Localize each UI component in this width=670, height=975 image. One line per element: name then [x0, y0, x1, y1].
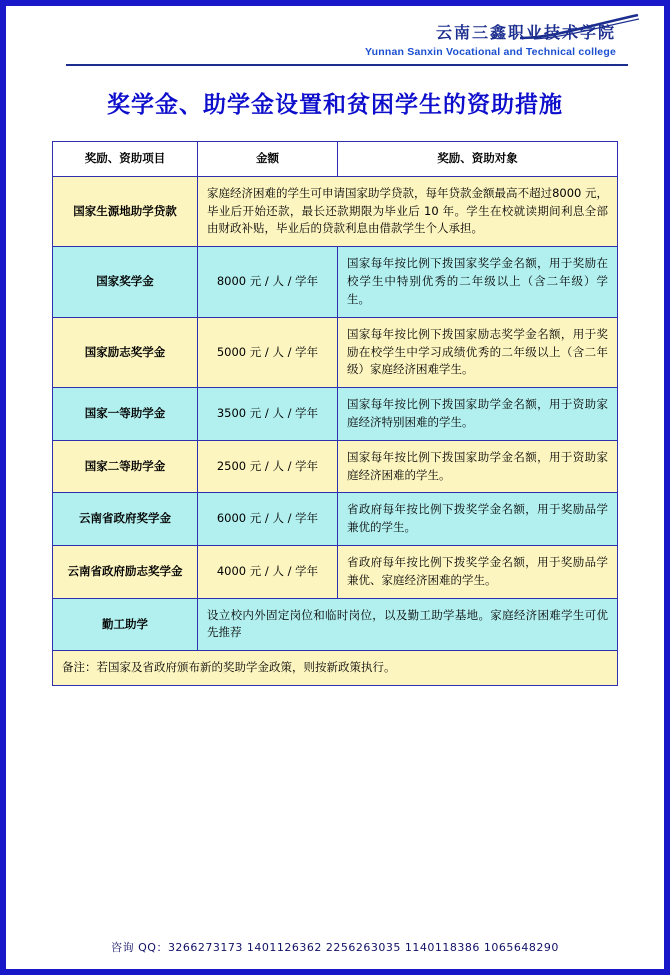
row-amount: 8000 元 / 人 / 学年	[198, 247, 338, 317]
row-desc: 国家每年按比例下拨国家助学金名额，用于资助家庭经济困难的学生。	[338, 440, 618, 493]
table-row	[53, 546, 618, 599]
row-name: 勤工助学	[53, 598, 198, 651]
school-name-cn: 云南三鑫职业技术学院	[435, 23, 616, 42]
row-amount: 5000 元 / 人 / 学年	[198, 317, 338, 387]
table-row	[53, 493, 618, 546]
row-name: 云南省政府奖学金	[53, 493, 198, 546]
row-amount: 2500 元 / 人 / 学年	[198, 440, 338, 493]
row-amount: 4000 元 / 人 / 学年	[198, 546, 338, 599]
table-row	[53, 598, 618, 651]
column-header-amount: 金额	[198, 142, 338, 177]
row-desc: 省政府每年按比例下拨奖学金名额，用于奖励品学兼优的学生。	[338, 493, 618, 546]
table-row	[53, 388, 618, 441]
scholarship-table-wrapper	[52, 141, 618, 686]
column-header-item: 奖励、资助项目	[53, 142, 198, 177]
row-desc: 国家每年按比例下拨国家励志奖学金名额，用于奖励在校学生中学习成绩优秀的二年级以上（含二年级）家庭经济困难学生。	[338, 317, 618, 387]
table-note-row	[53, 651, 618, 686]
row-name: 国家奖学金	[53, 247, 198, 317]
page-inner	[6, 6, 664, 969]
row-amount: 3500 元 / 人 / 学年	[198, 388, 338, 441]
table-row	[53, 440, 618, 493]
row-name: 云南省政府励志奖学金	[53, 546, 198, 599]
table-row	[53, 176, 618, 246]
row-name: 国家一等助学金	[53, 388, 198, 441]
table-body	[53, 142, 618, 686]
table-note: 备注：若国家及省政府颁布新的奖助学金政策，则按新政策执行。	[53, 651, 618, 686]
row-name: 国家励志奖学金	[53, 317, 198, 387]
row-desc: 设立校内外固定岗位和临时岗位，以及勤工助学基地。家庭经济困难学生可优先推荐	[198, 598, 618, 651]
row-name: 国家二等助学金	[53, 440, 198, 493]
row-desc: 省政府每年按比例下拨奖学金名额，用于奖励品学兼优、家庭经济困难的学生。	[338, 546, 618, 599]
row-desc: 国家每年按比例下拨国家奖学金名额，用于奖励在校学生中特别优秀的二年级以上（含二年级）学生。	[338, 247, 618, 317]
row-desc: 家庭经济困难的学生可申请国家助学贷款，每年贷款金额最高不超过8000 元，毕业后开始还款，最长还款期限为毕业后 10 年。学生在校就读期间利息全部由财政补贴，毕业后的贷款利息由借款学生个人承担。	[198, 176, 618, 246]
table-header-row	[53, 142, 618, 177]
row-desc: 国家每年按比例下拨国家助学金名额，用于资助家庭经济特别困难的学生。	[338, 388, 618, 441]
document-header	[6, 6, 664, 72]
scholarship-table	[52, 141, 618, 686]
header-divider	[66, 64, 628, 66]
table-row	[53, 247, 618, 317]
row-name: 国家生源地助学贷款	[53, 176, 198, 246]
swoosh-decoration-icon	[520, 14, 640, 40]
row-amount: 6000 元 / 人 / 学年	[198, 493, 338, 546]
column-header-target: 奖励、资助对象	[338, 142, 618, 177]
table-row	[53, 317, 618, 387]
school-name-en: Yunnan Sanxin Vocational and Technical college	[365, 46, 616, 58]
page-title: 奖学金、助学金设置和贫困学生的资助措施	[107, 92, 563, 118]
footer-contact: 咨询 QQ：3266273173 1401126362 2256263035 1140118386 1065648290	[111, 941, 559, 954]
